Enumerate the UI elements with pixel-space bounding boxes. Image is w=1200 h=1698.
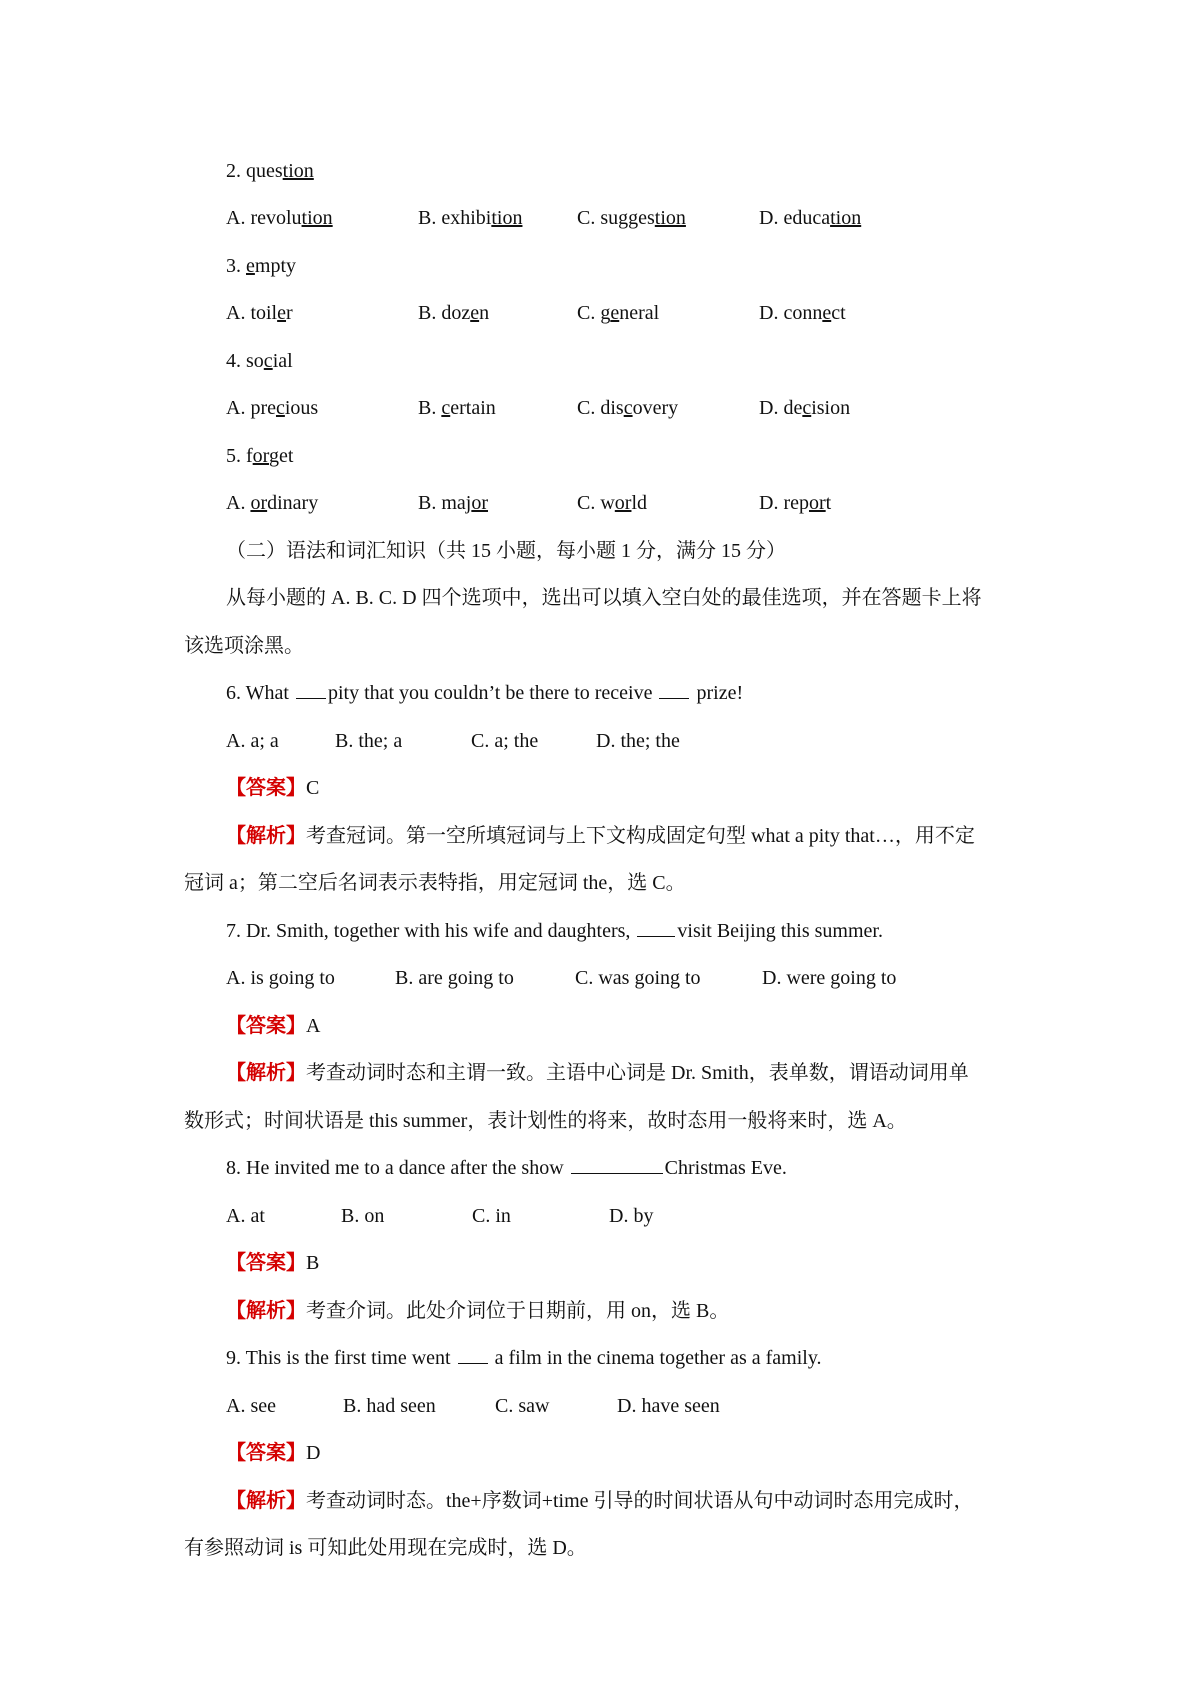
option-b: B. the; a bbox=[335, 730, 403, 752]
question-7-analysis: 【解析】考查动词时态和主谓一致。主语中心词是 Dr. Smith，表单数，谓语动词用单 bbox=[226, 1062, 969, 1084]
question-9-answer: 【答案】D bbox=[226, 1442, 321, 1464]
answer-blank bbox=[571, 1155, 663, 1174]
option-b: B. certain bbox=[418, 397, 496, 419]
answer-tag: 【答案】 bbox=[226, 1442, 306, 1464]
option-c: C. a; the bbox=[471, 730, 539, 752]
option-b: B. had seen bbox=[343, 1395, 436, 1417]
answer-blank bbox=[659, 680, 689, 699]
option-c: C. general bbox=[577, 302, 660, 324]
question-2-stem: 2. question bbox=[226, 160, 314, 182]
option-d: D. were going to bbox=[762, 967, 897, 989]
section-heading: （二）语法和词汇知识（共 15 小题，每小题 1 分，满分 15 分） bbox=[226, 540, 786, 562]
question-6-answer: 【答案】C bbox=[226, 777, 320, 799]
option-a: A. is going to bbox=[226, 967, 335, 989]
question-6-analysis-continued: 冠词 a；第二空后名词表示表特指，用定冠词 the，选 C。 bbox=[184, 872, 686, 894]
option-d: D. decision bbox=[759, 397, 851, 419]
option-c: C. in bbox=[472, 1205, 511, 1227]
option-d: D. report bbox=[759, 492, 832, 514]
answer-tag: 【答案】 bbox=[226, 1015, 306, 1037]
option-a: A. see bbox=[226, 1395, 276, 1417]
question-9-stem: 9. This is the first time went a film in the cinema together as a family. bbox=[226, 1347, 822, 1369]
option-d: D. by bbox=[609, 1205, 654, 1227]
analysis-tag: 【解析】 bbox=[226, 1062, 306, 1084]
option-c: C. saw bbox=[495, 1395, 550, 1417]
answer-tag: 【答案】 bbox=[226, 777, 306, 799]
question-6-analysis: 【解析】考查冠词。第一空所填冠词与上下文构成固定句型 what a pity that…，用不定 bbox=[226, 825, 975, 847]
question-8-analysis: 【解析】考查介词。此处介词位于日期前，用 on，选 B。 bbox=[226, 1300, 730, 1322]
question-4-options bbox=[0, 393, 1200, 423]
option-d: D. have seen bbox=[617, 1395, 720, 1417]
question-6-stem: 6. What pity that you couldn’t be there to receive prize! bbox=[226, 682, 744, 704]
question-7-options bbox=[0, 963, 1200, 993]
option-d: D. education bbox=[759, 207, 862, 229]
analysis-tag: 【解析】 bbox=[226, 1490, 306, 1512]
answer-blank bbox=[637, 918, 675, 937]
question-9-options bbox=[0, 1391, 1200, 1421]
answer-blank bbox=[458, 1345, 488, 1364]
option-a: A. a; a bbox=[226, 730, 279, 752]
analysis-tag: 【解析】 bbox=[226, 825, 306, 847]
answer-tag: 【答案】 bbox=[226, 1252, 306, 1274]
question-7-analysis-continued: 数形式；时间状语是 this summer，表计划性的将来，故时态用一般将来时，选 A。 bbox=[184, 1110, 907, 1132]
question-8-stem: 8. He invited me to a dance after the show Christmas Eve. bbox=[226, 1157, 787, 1179]
option-c: C. was going to bbox=[575, 967, 701, 989]
answer-blank bbox=[296, 680, 326, 699]
option-a: A. at bbox=[226, 1205, 265, 1227]
option-c: C. suggestion bbox=[577, 207, 686, 229]
option-b: B. are going to bbox=[395, 967, 514, 989]
option-c: C. world bbox=[577, 492, 648, 514]
question-7-answer: 【答案】A bbox=[226, 1015, 321, 1037]
option-c: C. discovery bbox=[577, 397, 679, 419]
question-8-answer: 【答案】B bbox=[226, 1252, 320, 1274]
question-9-analysis: 【解析】考查动词时态。the+序数词+time 引导的时间状语从句中动词时态用完成时， bbox=[226, 1490, 974, 1512]
question-6-options bbox=[0, 726, 1200, 756]
question-5-stem: 5. forget bbox=[226, 445, 294, 467]
section-instruction-continued: 该选项涂黑。 bbox=[184, 635, 304, 657]
option-a: A. ordinary bbox=[226, 492, 319, 514]
option-b: B. dozen bbox=[418, 302, 490, 324]
question-3-options bbox=[0, 298, 1200, 328]
question-2-options bbox=[0, 203, 1200, 233]
analysis-tag: 【解析】 bbox=[226, 1300, 306, 1322]
option-a: A. precious bbox=[226, 397, 319, 419]
question-4-stem: 4. social bbox=[226, 350, 293, 372]
option-b: B. exhibition bbox=[418, 207, 523, 229]
option-b: B. major bbox=[418, 492, 489, 514]
option-d: D. the; the bbox=[596, 730, 680, 752]
option-a: A. toiler bbox=[226, 302, 293, 324]
question-5-options bbox=[0, 488, 1200, 518]
question-9-analysis-continued: 有参照动词 is 可知此处用现在完成时，选 D。 bbox=[184, 1537, 587, 1559]
question-7-stem: 7. Dr. Smith, together with his wife and daughters, visit Beijing this summer. bbox=[226, 920, 883, 942]
option-d: D. connect bbox=[759, 302, 846, 324]
option-a: A. revolution bbox=[226, 207, 333, 229]
option-b: B. on bbox=[341, 1205, 385, 1227]
question-3-stem: 3. empty bbox=[226, 255, 297, 277]
question-8-options bbox=[0, 1201, 1200, 1231]
section-instruction: 从每小题的 A. B. C. D 四个选项中，选出可以填入空白处的最佳选项，并在答题卡上将 bbox=[226, 587, 982, 609]
